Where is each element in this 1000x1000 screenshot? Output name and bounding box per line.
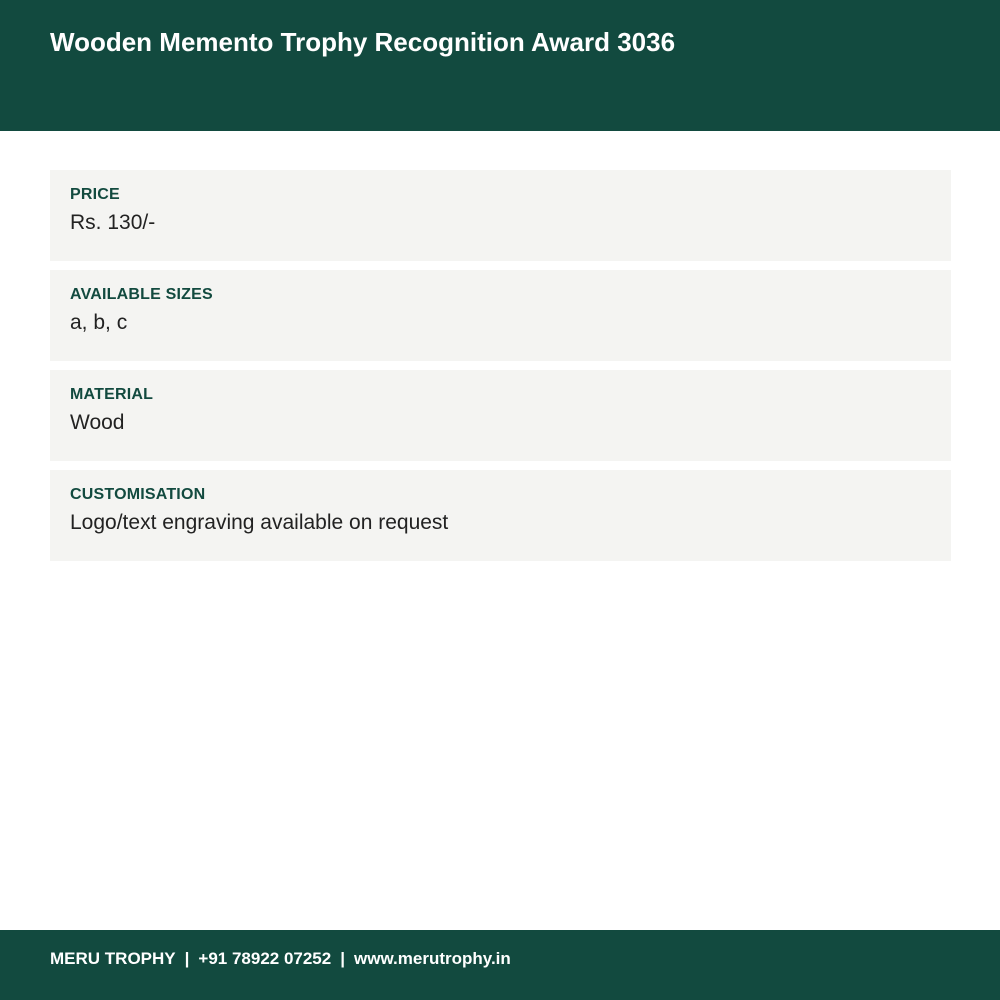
- header-banner: [0, 0, 1000, 131]
- detail-card-material: [50, 370, 951, 461]
- detail-card-price: [50, 170, 951, 261]
- detail-label: MATERIAL: [70, 386, 154, 403]
- detail-label: AVAILABLE SIZES: [70, 286, 213, 303]
- detail-value: Wood: [70, 411, 125, 434]
- footer-separator: |: [184, 949, 190, 968]
- detail-value: Logo/text engraving available on request: [70, 511, 449, 534]
- detail-card-customisation: [50, 470, 951, 561]
- detail-value: a, b, c: [70, 311, 128, 334]
- details-list: [50, 170, 951, 570]
- detail-card-sizes: [50, 270, 951, 361]
- footer-phone[interactable]: +91 78922 07252: [198, 949, 332, 968]
- footer-brand: MERU TROPHY: [50, 949, 176, 968]
- detail-label: PRICE: [70, 186, 120, 203]
- footer-separator: |: [340, 949, 345, 968]
- detail-label: CUSTOMISATION: [70, 486, 206, 503]
- footer-website-link[interactable]: www.merutrophy.in: [354, 949, 511, 968]
- footer-bar: [0, 930, 1000, 1000]
- page-title: Wooden Memento Trophy Recognition Award 3036: [50, 27, 676, 57]
- detail-value: Rs. 130/-: [70, 211, 156, 234]
